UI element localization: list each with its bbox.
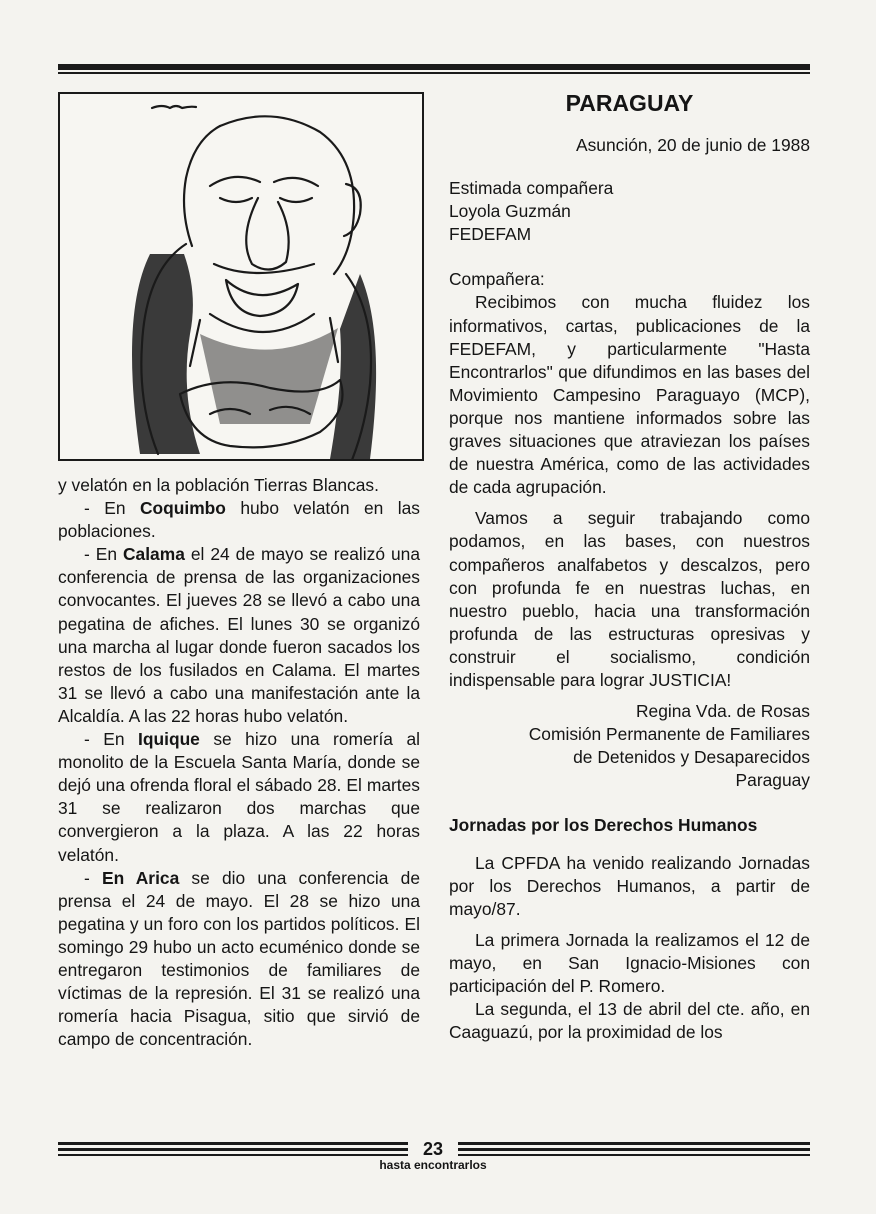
signature-line: de Detenidos y Desaparecidos <box>573 747 810 768</box>
letter-date: Asunción, 20 de junio de 1988 <box>576 135 810 155</box>
right-column <box>449 86 810 1044</box>
paragraph-prefix: - En <box>84 498 140 519</box>
signature-line: Regina Vda. de Rosas <box>635 701 810 722</box>
page-number: 23 <box>408 1137 458 1161</box>
text-paragraph <box>58 543 420 728</box>
place-name: En Arica <box>101 867 180 888</box>
subsection-heading: Jornadas por los Derechos Humanos <box>449 815 758 836</box>
place-name: Calama <box>123 544 185 565</box>
paragraph-prefix: - <box>84 867 102 888</box>
letter-greeting: Compañera: <box>449 269 545 290</box>
text-paragraph: La segunda, el 13 de abril del cte. año, en Caaguazú, por la proximidad de los <box>449 999 810 1043</box>
caricature-illustration-icon <box>60 94 422 459</box>
section-heading: PARAGUAY <box>565 90 694 116</box>
text-paragraph <box>58 867 420 1052</box>
paragraph-text: se dio una conferencia de prensa el 24 de mayo. El 28 se hizo una pegatina y un foro con los partidos políticos. El somingo 29 hubo un acto ecuménico donde se entregaron testimonios de familiares de víctimas de la represión. El 31 se realizó una romería hacia Pisagua, sitio que sirvió de campo de concentración. <box>58 867 420 1050</box>
paragraph-text: el 24 de mayo se realizó una conferencia de prensa de las organizaciones convocantes. El jueves 28 se llevó a cabo una pegatina de afiches. El lunes 30 se organizó una marcha al lugar donde fueron sacados los restos de los fusilados en Calama. El martes 31 se llevó a cabo una manifestación ante la Alcaldía. A las 22 horas hubo velatón. <box>58 544 420 726</box>
paragraph-prefix: - En <box>84 544 123 565</box>
spacer <box>449 692 810 700</box>
letter-paragraph: Recibimos con mucha fluidez los informativos, cartas, publicaciones de la FEDEFAM, y particularmente "Hasta Encontrarlos" que difundimos en las bases del Movimiento Campesino Paraguayo (MCP), porque nos mantiene informados sobre las graves situaciones que atraviezan los países de nuestra América, como de las actividades de cada agrupación. <box>449 292 810 498</box>
text-paragraph: La CPFDA ha venido realizando Jornadas por los Derechos Humanos, a partir de mayo/87. <box>449 852 810 919</box>
letter-address-line: FEDEFAM <box>449 224 532 245</box>
publication-name: hasta encontrarlos <box>379 1158 487 1172</box>
text-paragraph: La primera Jornada la realizamos el 12 de mayo, en San Ignacio-Misiones con participación del P. Romero. <box>449 929 810 996</box>
text-paragraph <box>58 497 420 543</box>
place-name: Coquimbo <box>139 498 226 519</box>
letter-address-line: Estimada compañera <box>449 178 614 199</box>
text-paragraph: y velatón en la población Tierras Blancas. <box>58 475 379 495</box>
paragraph-prefix: - En <box>84 729 139 750</box>
letter-address-line: Loyola Guzmán <box>449 201 571 222</box>
letter-paragraph: Vamos a seguir trabajando como podamos, en las bases, con nuestros compañeros analfabetos y descalzos, pero con profunda fe en nuestras luchas, en nuestro pueblo, hacia una transformación profunda de las estructuras opresivas y construir el socialismo, condición indispensable para lograr JUSTICIA! <box>449 508 810 690</box>
spacer <box>449 921 810 929</box>
place-name: Iquique <box>138 729 200 750</box>
top-rule-thin <box>58 72 810 74</box>
paragraph-text: hubo velatón en las poblaciones. <box>58 498 420 542</box>
text-paragraph <box>58 728 420 867</box>
spacer <box>449 499 810 507</box>
caricature-illustration <box>58 92 424 461</box>
top-rule <box>58 64 810 70</box>
left-column <box>58 474 420 1051</box>
signature-line: Comisión Permanente de Familiares <box>528 724 810 745</box>
signature-line: Paraguay <box>735 770 810 791</box>
paragraph-text: se hizo una romería al monolito de la Escuela Santa María, donde se dejó una ofrenda floral el sábado 28. El martes 31 se realizaron dos marchas que convergieron a la plaza. A las 22 horas velatón. <box>58 729 420 865</box>
